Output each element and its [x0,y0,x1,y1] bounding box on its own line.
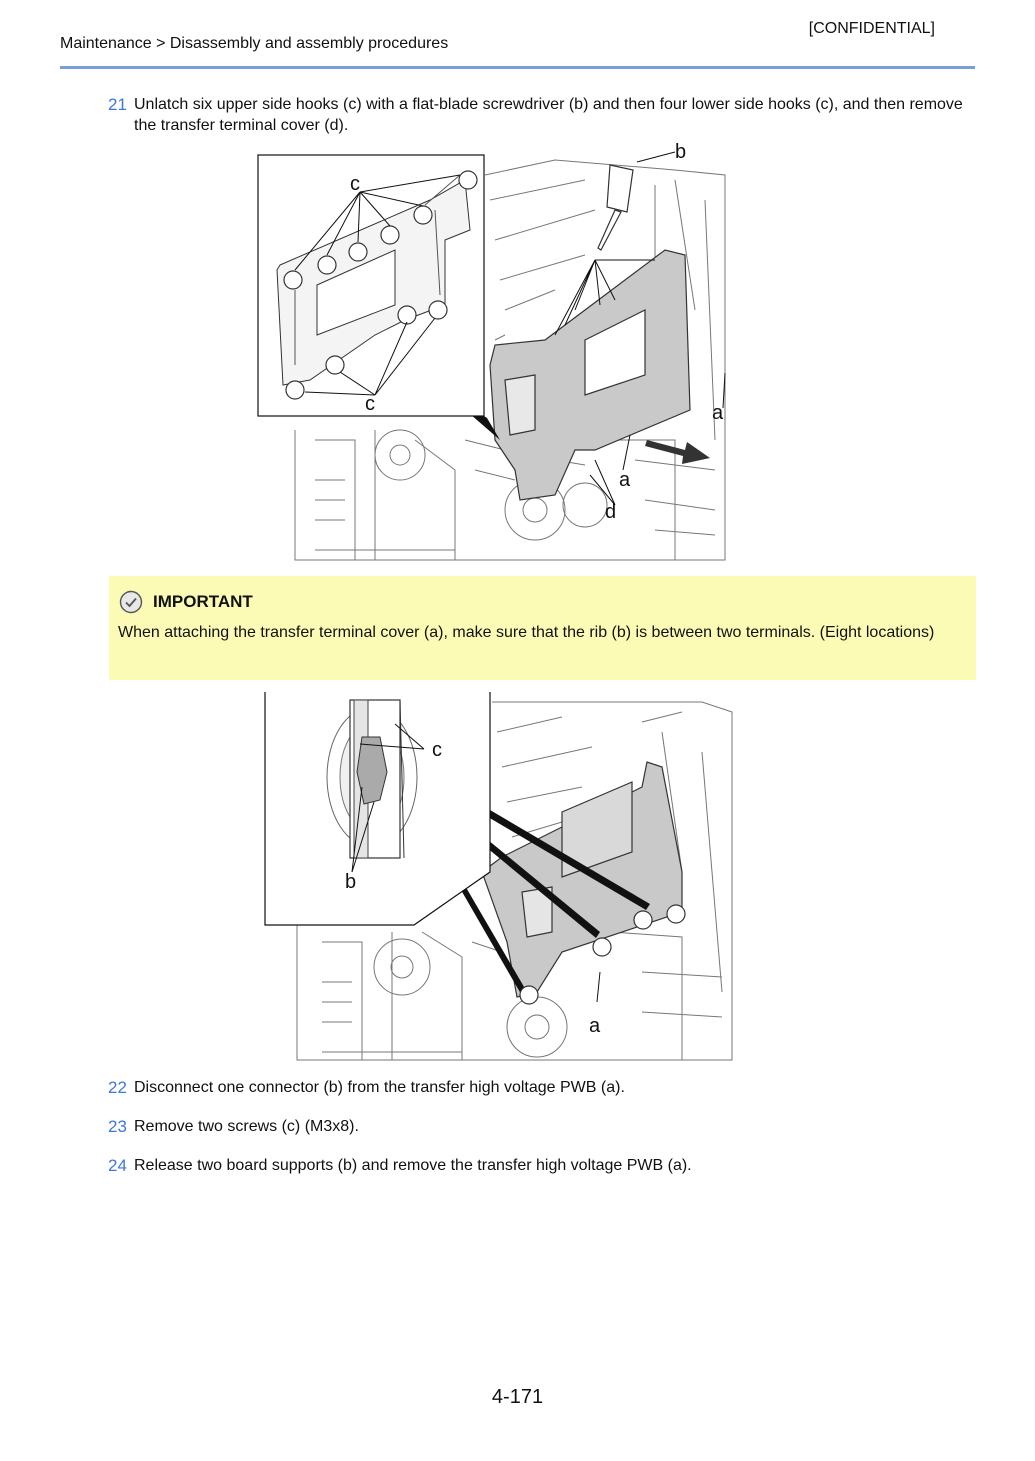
confidential-label: [CONFIDENTIAL] [808,20,935,37]
label-a-right: a [712,402,724,424]
header-divider [60,66,975,69]
label-b: b [675,141,687,163]
page-number: 4-171 [491,1386,544,1408]
step-text: Disconnect one connector (b) from the transfer high voltage PWB (a). [134,1079,625,1096]
screwdriver [598,165,633,250]
removal-arrow-icon [645,440,710,464]
step-24 [108,1155,978,1176]
breadcrumb: Maintenance > Disassembly and assembly procedures [60,35,449,52]
step-number: 24 [108,1156,127,1175]
figure-rib-between-terminals [262,692,740,1062]
step-number: 22 [108,1078,127,1097]
step-text: Remove two screws (c) (M3x8). [134,1118,359,1135]
important-header [119,590,253,614]
step-number: 21 [108,95,127,114]
step-text: Unlatch six upper side hooks (c) with a flat-blade screwdriver (b) and then four lower side hooks (c), and then remove the transfer terminal cover (d). [134,96,963,134]
label-a-lower: a [619,469,631,491]
leader-line-a [597,972,600,1002]
transfer-terminal-cover [490,250,690,500]
label-c: c [432,739,442,761]
label-d: d [605,501,617,523]
step-text: Release two board supports (b) and remove the transfer high voltage PWB (a). [134,1157,692,1174]
label-a: a [589,1015,601,1037]
check-circle-icon [119,590,143,614]
label-b: b [345,871,357,893]
step-23 [108,1116,978,1137]
step-22 [108,1077,978,1098]
inset-detail [258,155,484,416]
important-title: IMPORTANT [153,592,253,611]
important-notice [109,576,976,680]
label-c-bottom: c [365,393,375,415]
step-number: 23 [108,1117,127,1136]
inset-detail [265,692,490,925]
step-21 [108,94,978,136]
figure-transfer-terminal-cover-removal [255,140,745,565]
transfer-terminal-cover [482,762,682,997]
label-c-top: c [350,173,360,195]
important-text: When attaching the transfer terminal cover (a), make sure that the rib (b) is between two terminals. (Eight locations) [118,624,935,641]
